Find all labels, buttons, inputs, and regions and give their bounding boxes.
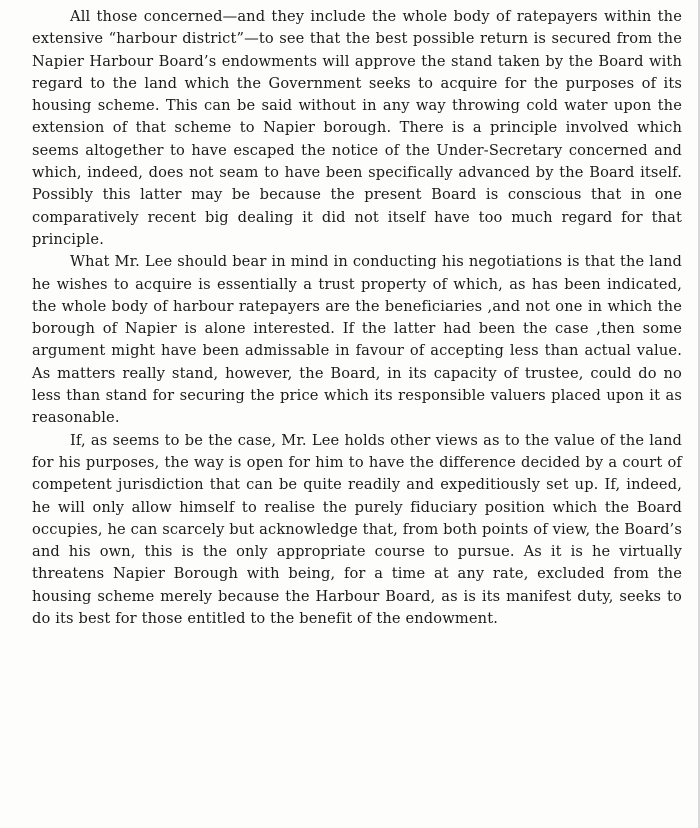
article-paragraph-2: What Mr. Lee should bear in mind in conducting his negotiations is that the land he wishes to acquire is essentially a trust property of which, as has been indicated, the whole body of harbour ratepayers are the beneficiaries ,and not one in which the borough of Napier is alone interested. If the latter had been the case ,then some argument might have been admissable in favour of accepting less than actual value. As matters really stand, however, the Board, in its capacity of trustee, could do no less than stand for securing the price which its responsible valuers placed upon it as reasonable. — [32, 253, 682, 427]
article-paragraph-3: If, as seems to be the case, Mr. Lee holds other views as to the value of the land for his purposes, the way is open for him to have the difference decided by a court of competent jurisdiction that can be quite readily and expeditiously set up. If, indeed, he will only allow himself to realise the purely fiduciary position which the Board occupies, he can scarcely but acknowledge that, from both points of view, the Board’s and his own, this is the only appropriate course to pursue. As it is he virtually threatens Napier Borough with being, for a time at any rate, excluded from the housing scheme merely because the Harbour Board, as is its manifest duty, seeks to do its best for those entitled to the benefit of the endowment. — [32, 431, 682, 628]
article-paragraph-1: All those concerned—and they include the whole body of ratepayers within the extensive “harbour district”—to see that the best possible return is secured from the Napier Harbour Board’s endowments will approve the stand taken by the Board with regard to the land which the Government seeks to acquire for the purposes of its housing scheme. This can be said without in any way throwing cold water upon the extension of that scheme to Napier borough. There is a principle involved which seems altogether to have escaped the notice of the Under-Secretary concerned and which, indeed, does not seam to have been specifically advanced by the Board itself. Possibly this latter may be because the present Board is conscious that in one comparatively recent big dealing it did not itself have too much regard for that principle. — [32, 8, 682, 248]
editorial-article — [32, 6, 682, 630]
